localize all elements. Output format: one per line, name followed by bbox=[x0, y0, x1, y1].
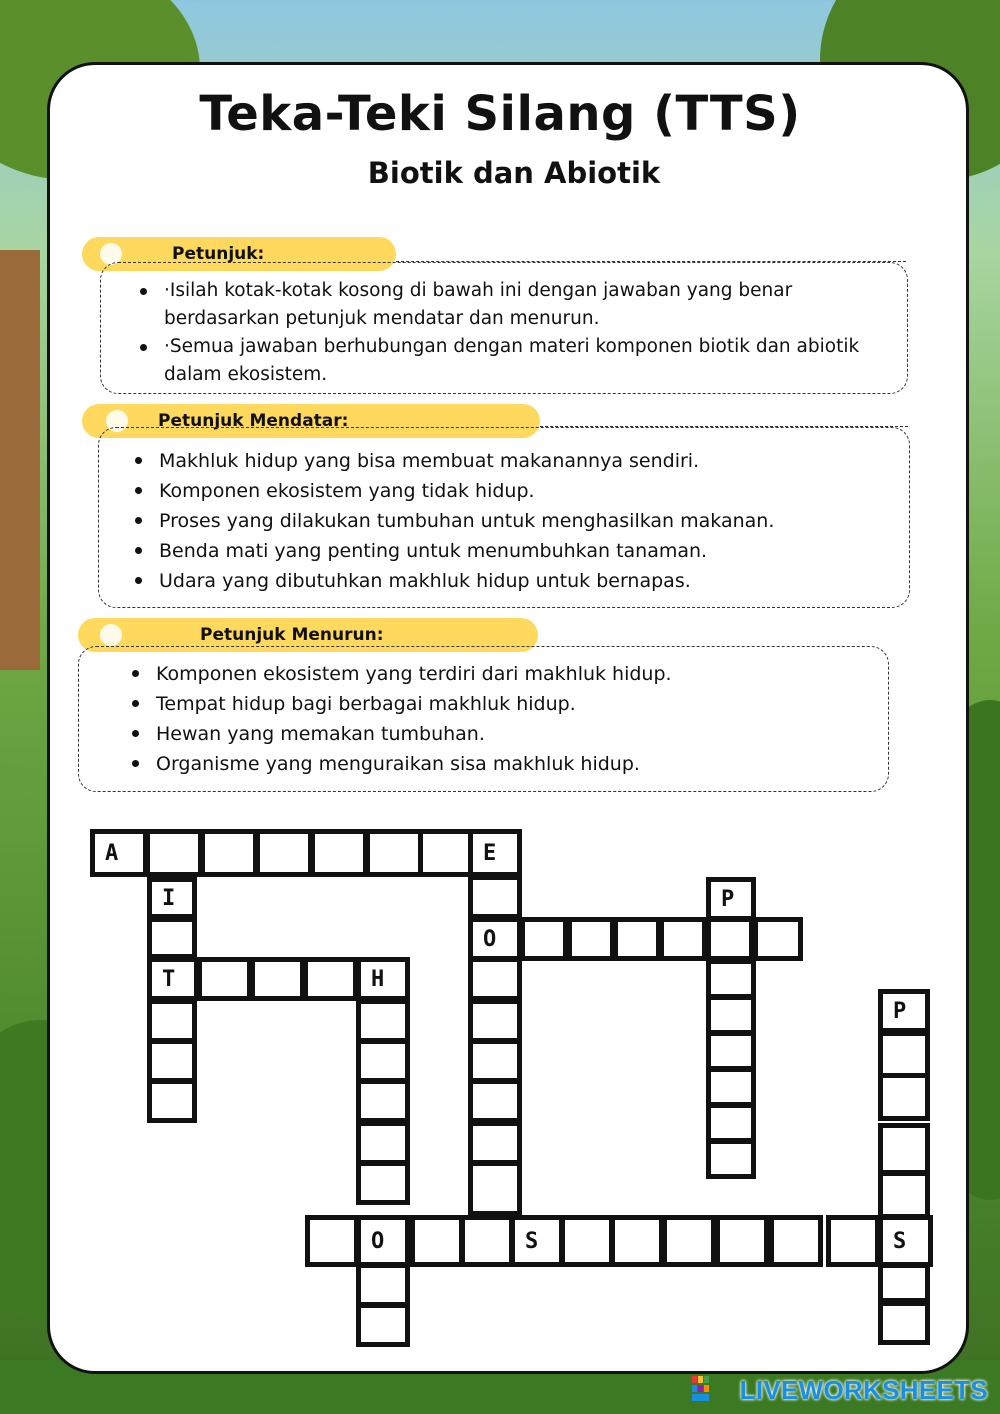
crossword-cell-input[interactable] bbox=[468, 875, 522, 919]
crossword-cell-input[interactable] bbox=[200, 829, 258, 877]
list-item: Komponen ekosistem yang tidak hidup. bbox=[133, 476, 893, 506]
crossword-cell-input[interactable] bbox=[356, 1079, 410, 1123]
across-label: Petunjuk Mendatar: bbox=[158, 411, 349, 431]
crossword-cell-input[interactable] bbox=[460, 1215, 514, 1267]
crossword-hint-cell: O bbox=[356, 1215, 410, 1267]
crossword-cell-input[interactable] bbox=[468, 1161, 522, 1216]
crossword-hint-cell: H bbox=[356, 957, 410, 1001]
crossword-cell-input[interactable] bbox=[706, 995, 756, 1035]
crossword-cell-input[interactable] bbox=[356, 1161, 410, 1205]
crossword-cell-input[interactable] bbox=[365, 829, 423, 877]
crossword-cell-input[interactable] bbox=[878, 1031, 930, 1079]
crossword-cell-input[interactable] bbox=[468, 1039, 522, 1083]
crossword-hint-cell: S bbox=[878, 1215, 933, 1267]
list-item: Komponen ekosistem yang terdiri dari makhluk hidup. bbox=[130, 659, 870, 689]
crossword-cell-input[interactable] bbox=[255, 829, 313, 877]
crossword-cell-input[interactable] bbox=[305, 1215, 359, 1267]
page-subtitle: Biotik dan Abiotik bbox=[367, 156, 661, 190]
crossword-hint-cell: P bbox=[878, 989, 930, 1033]
crossword-cell-input[interactable] bbox=[769, 1215, 823, 1267]
crossword-cell-input[interactable] bbox=[878, 1263, 930, 1303]
crossword-cell-input[interactable] bbox=[356, 1039, 410, 1083]
down-label: Petunjuk Menurun: bbox=[200, 625, 384, 645]
instructions-label: Petunjuk: bbox=[172, 244, 265, 264]
crossword-cell-input[interactable] bbox=[468, 1121, 522, 1165]
list-item: Hewan yang memakan tumbuhan. bbox=[130, 719, 870, 749]
crossword-cell-input[interactable] bbox=[356, 999, 410, 1043]
crossword-cell-input[interactable] bbox=[147, 999, 197, 1043]
crossword-cell-input[interactable] bbox=[147, 1039, 197, 1083]
list-item: Proses yang dilakukan tumbuhan untuk menghasilkan makanan. bbox=[133, 506, 893, 536]
crossword-cell-input[interactable] bbox=[468, 999, 522, 1043]
crossword-cell-input[interactable] bbox=[560, 1215, 614, 1267]
crossword-hint-cell: P bbox=[706, 877, 756, 921]
list-item: Organisme yang menguraikan sisa makhluk hidup. bbox=[130, 749, 870, 779]
crossword-cell-input[interactable] bbox=[356, 1263, 410, 1307]
crossword-cell-input[interactable] bbox=[147, 1079, 197, 1123]
crossword-hint-cell: T bbox=[147, 957, 199, 1001]
crossword-cell-input[interactable] bbox=[715, 1215, 769, 1267]
crossword-cell-input[interactable] bbox=[356, 1121, 410, 1165]
crossword-cell-input[interactable] bbox=[706, 1139, 756, 1179]
crossword-cell-input[interactable] bbox=[468, 957, 522, 1001]
crossword-cell-input[interactable] bbox=[613, 917, 661, 961]
crossword-cell-input[interactable] bbox=[310, 829, 368, 877]
crossword-cell-input[interactable] bbox=[878, 1073, 930, 1121]
tree-trunk bbox=[0, 250, 40, 670]
crossword-cell-input[interactable] bbox=[520, 917, 568, 961]
crossword-cell-input[interactable] bbox=[662, 1215, 716, 1267]
crossword-cell-input[interactable] bbox=[878, 1123, 930, 1175]
crossword-cell-input[interactable] bbox=[706, 917, 754, 961]
crossword-cell-input[interactable] bbox=[147, 917, 197, 959]
list-item: Tempat hidup bagi berbagai makhluk hidup. bbox=[130, 689, 870, 719]
crossword-cell-input[interactable] bbox=[610, 1215, 664, 1267]
list-item: ·Isilah kotak-kotak kosong di bawah ini dengan jawaban yang benar berdasarkan petunjuk mendatar dan menurun. bbox=[138, 277, 908, 333]
across-clue-list bbox=[133, 446, 893, 596]
crossword-cell-input[interactable] bbox=[356, 1303, 410, 1347]
list-item: ·Semua jawaban berhubungan dengan materi komponen biotik dan abiotik dalam ekosistem. bbox=[138, 333, 908, 389]
crossword-cell-input[interactable] bbox=[468, 1079, 522, 1123]
crossword-cell-input[interactable] bbox=[706, 1031, 756, 1071]
crossword-cell-input[interactable] bbox=[250, 957, 305, 1001]
list-item: Benda mati yang penting untuk menumbuhkan tanaman. bbox=[133, 536, 893, 566]
crossword-hint-cell: O bbox=[468, 917, 522, 961]
crossword-cell-input[interactable] bbox=[567, 917, 615, 961]
bullet-circle-icon bbox=[100, 624, 122, 646]
crossword-cell-input[interactable] bbox=[659, 917, 707, 961]
liveworksheets-logo-icon bbox=[692, 1376, 710, 1402]
crossword-cell-input[interactable] bbox=[706, 1103, 756, 1143]
crossword-cell-input[interactable] bbox=[878, 1171, 930, 1219]
crossword-cell-input[interactable] bbox=[303, 957, 358, 1001]
instructions-list bbox=[138, 277, 908, 389]
crossword-hint-cell: S bbox=[510, 1215, 564, 1267]
crossword-cell-input[interactable] bbox=[145, 829, 203, 877]
crossword-hint-cell: A bbox=[90, 829, 148, 877]
crossword-hint-cell: I bbox=[147, 877, 197, 919]
crossword-cell-input[interactable] bbox=[826, 1215, 880, 1267]
list-item: Udara yang dibutuhkan makhluk hidup untuk bernapas. bbox=[133, 566, 893, 596]
crossword-cell-input[interactable] bbox=[878, 1301, 930, 1345]
crossword-cell-input[interactable] bbox=[197, 957, 252, 1001]
crossword-cell-input[interactable] bbox=[706, 1067, 756, 1107]
liveworksheets-brand[interactable]: LIVEWORKSHEETS bbox=[739, 1375, 988, 1405]
crossword-cell-input[interactable] bbox=[706, 959, 756, 999]
crossword-cell-input[interactable] bbox=[753, 917, 803, 961]
crossword-cell-input[interactable] bbox=[410, 1215, 464, 1267]
crossword-hint-cell: E bbox=[468, 829, 522, 877]
list-item: Makhluk hidup yang bisa membuat makanannya sendiri. bbox=[133, 446, 893, 476]
page-title: Teka-Teki Silang (TTS) bbox=[199, 86, 801, 142]
down-clue-list bbox=[130, 659, 870, 779]
